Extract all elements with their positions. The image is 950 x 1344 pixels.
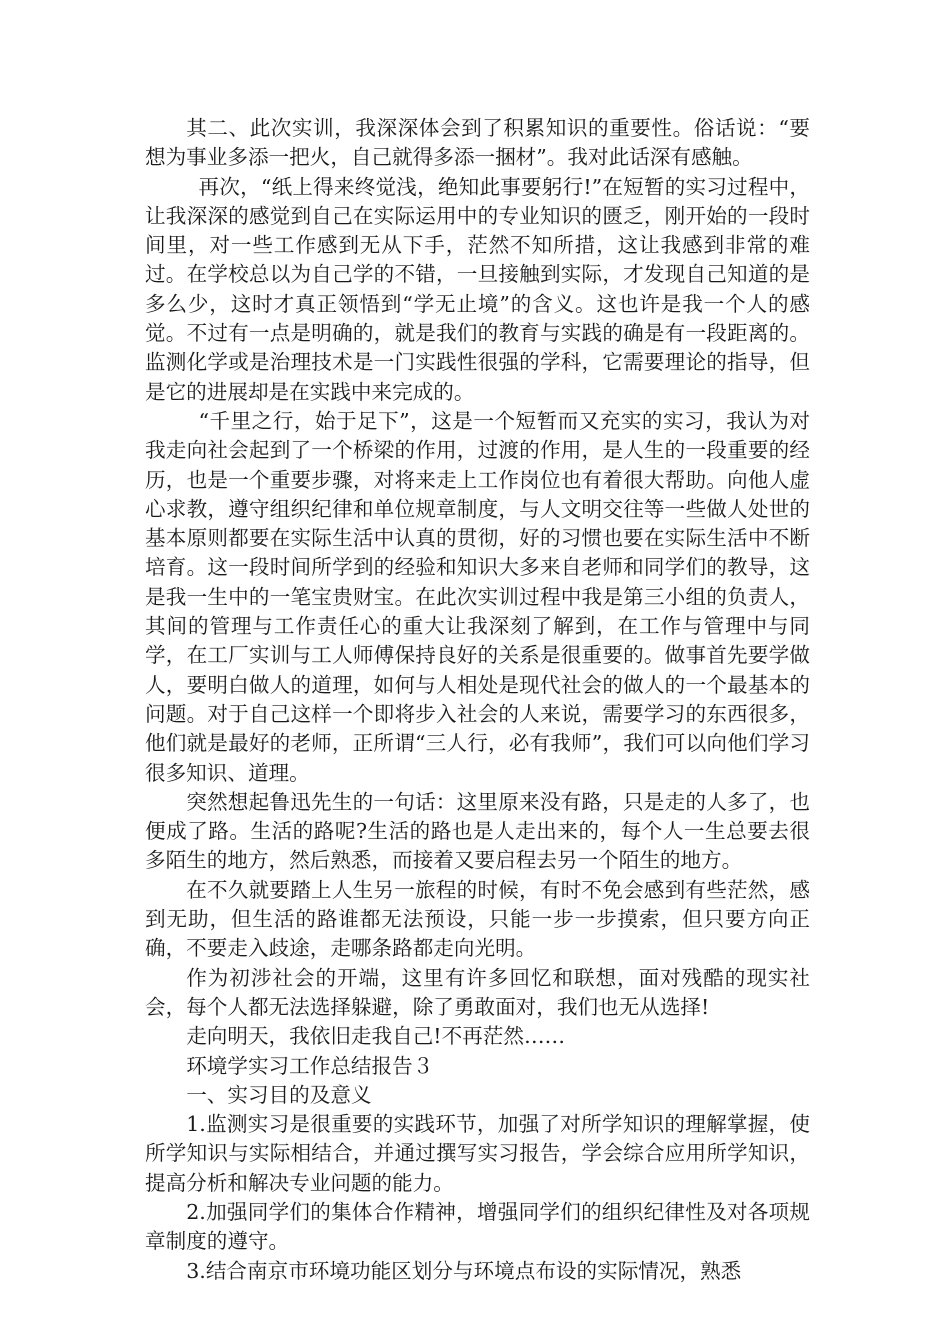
list-item-1: 1.监测实习是很重要的实践环节，加强了对所学知识的理解掌握，使所学知识与实际相结合，并通过撰写实习报告，学会综合应用所学知识，提高分析和解决专业问题的能力。	[145, 1112, 810, 1195]
paragraph-luxun-quote: 突然想起鲁迅先生的一句话：这里原来没有路，只是走的人多了，也便成了路。生活的路呢?生活的路也是人走出来的，每个人一生总要去很多陌生的地方，然后熟悉，而接着又要启程去另一个陌生的地方。	[145, 789, 810, 873]
list-item-3: 3.结合南京市环境功能区划分与环境点布设的实际情况，熟悉	[186, 1258, 742, 1283]
paragraph-society: 作为初涉社会的开端，这里有许多回忆和联想，面对残酷的现实社会，每个人都无法选择躲避，除了勇敢面对，我们也无从选择!	[145, 965, 810, 1019]
paragraph-journey: “千里之行，始于足下”，这是一个短暂而又充实的实习，我认为对我走向社会起到了一个桥梁的作用，过渡的作用，是人生的一段重要的经历，也是一个重要步骤，对将来走上工作岗位也有着很大帮助。向他人虚心求教，遵守组织纪律和单位规章制度，与人文明交往等一些做人处世的基本原则都要在实际生活中认真的贯彻，好的习惯也要在实际生活中不断培育。这一段时间所学到的经验和知识大多来自老师和同学们的教导，这是我一生中的一笔宝贵财宝。在此次实训过程中我是第三小组的负责人，其间的管理与工作责任心的重大让我深刻了解到，在工作与管理中与同学，在工厂实训与工人师傅保持良好的关系是很重要的。做事首先要学做人，要明白做人的道理，如何与人相处是现代社会的做人的一个最基本的问题。对于自己这样一个即将步入社会的人来说，需要学习的东西很多，他们就是最好的老师，正所谓“三人行，必有我师”，我们可以向他们学习很多知识、道理。	[145, 408, 810, 785]
section-title-report-3: 环境学实习工作总结报告３	[186, 1053, 434, 1078]
document-body	[145, 114, 810, 1286]
paragraph-accumulate-knowledge: 其二、此次实训，我深深体会到了积累知识的重要性。俗话说：“要想为事业多添一把火，自己就得多添一捆材”。我对此话深有感触。	[145, 116, 810, 170]
paragraph-practice: 再次，“纸上得来终觉浅，绝知此事要躬行!”在短暂的实习过程中，让我深深的感觉到自己在实际运用中的专业知识的匮乏，刚开始的一段时间里，对一些工作感到无从下手，茫然不知所措，这让我感到非常的难过。在学校总以为自己学的不错，一旦接触到实际，才发现自己知道的是多么少，这时才真正领悟到“学无止境”的含义。这也许是我一个人的感觉。不过有一点是明确的，就是我们的教育与实践的确是有一段距离的。监测化学或是治理技术是一门实践性很强的学科，它需要理论的指导，但是它的进展却是在实践中来完成的。	[145, 174, 810, 404]
section-heading-purpose: 一、实习目的及意义	[186, 1082, 372, 1107]
paragraph-tomorrow: 走向明天，我依旧走我自己!不再茫然……	[186, 1024, 566, 1049]
paragraph-new-journey: 在不久就要踏上人生另一旅程的时候，有时不免会感到有些茫然，感到无助，但生活的路谁都无法预设，只能一步一步摸索，但只要方向正确，不要走入歧途，走哪条路都走向光明。	[145, 877, 810, 961]
list-item-2: 2.加强同学们的集体合作精神，增强同学们的组织纪律性及对各项规章制度的遵守。	[145, 1199, 810, 1254]
